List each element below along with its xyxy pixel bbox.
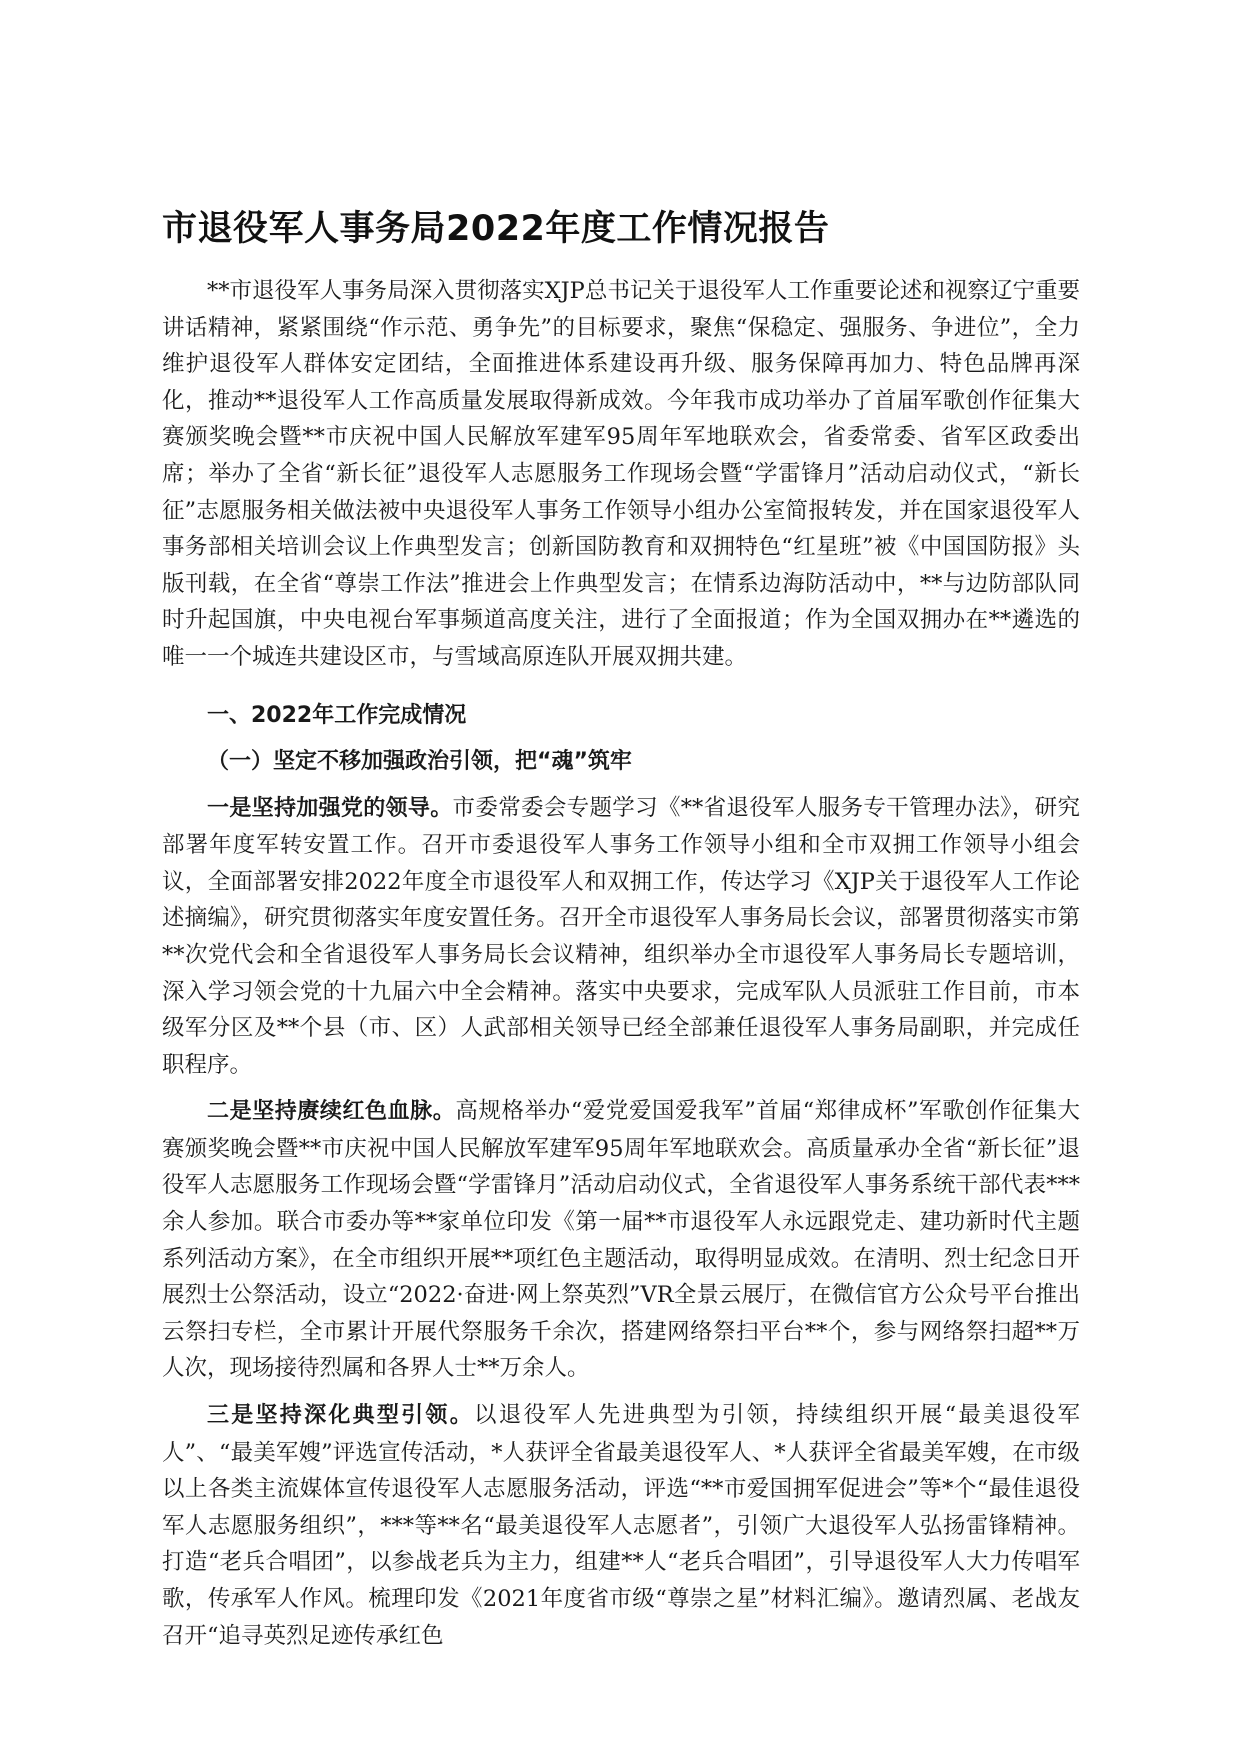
- item-lead-3: 三是坚持深化典型引领。: [207, 1403, 474, 1429]
- intro-paragraph: **市退役军人事务局深入贯彻落实XJP总书记关于退役军人工作重要论述和视察辽宁重要讲话精神，紧紧围绕“作示范、勇争先”的目标要求，聚焦“保稳定、强服务、争进位”，全力维护退役军人群体安定团结，全面推进体系建设再升级、服务保障再加力、特色品牌再深化，推动**退役军人工作高质量发展取得新成效。今年我市成功举办了首届军歌创作征集大赛颁奖晚会暨**市庆祝中国人民解放军建军95周年军地联欢会，省委常委、省军区政委出席；举办了全省“新长征”退役军人志愿服务工作现场会暨“学雷锋月”活动启动仪式，“新长征”志愿服务相关做法被中央退役军人事务工作领导小组办公室简报转发，并在国家退役军人事务部相关培训会议上作典型发言；创新国防教育和双拥特色“红星班”被《中国国防报》头版刊载，在全省“尊崇工作法”推进会上作典型发言；在情系边海防活动中，**与边防部队同时升起国旗，中央电视台军事频道高度关注，进行了全面报道；作为全国双拥办在**遴选的唯一一个城连共建设区市，与雪域高原连队开展双拥共建。: [162, 278, 1080, 670]
- item-lead-1: 一是坚持加强党的领导。: [207, 795, 453, 821]
- item-paragraph-1: [162, 790, 1080, 1084]
- item-paragraph-3: [162, 1397, 1080, 1654]
- document-title: 市退役军人事务局2022年度工作情况报告: [162, 209, 830, 249]
- item-text-2: 高规格举办“爱党爱国爱我军”首届“郑律成杯”军歌创作征集大赛颁奖晚会暨**市庆祝中国人民解放军建军95周年军地联欢会。高质量承办全省“新长征”退役军人志愿服务工作现场会暨“学雷锋月”活动启动仪式，全省退役军人事务系统干部代表***余人参加。联合市委办等**家单位印发《第一届**市退役军人永远跟党走、建功新时代主题系列活动方案》，在全市组织开展**项红色主题活动，取得明显成效。在清明、烈士纪念日开展烈士公祭活动，设立“2022·奋进·网上祭英烈”VR全景云展厅，在微信官方公众号平台推出云祭扫专栏，全市累计开展代祭服务千余次，搭建网络祭扫平台**个，参与网络祭扫超**万人次，现场接待烈属和各界人士**万余人。: [162, 1098, 1080, 1382]
- item-text-3: 以退役军人先进典型为引领，持续组织开展“最美退役军人”、“最美军嫂”评选宣传活动，*人获评全省最美退役军人、*人获评全省最美军嫂，在市级以上各类主流媒体宣传退役军人志愿服务活动，评选“**市爱国拥军促进会”等*个“最佳退役军人志愿服务组织”，***等**名“最美退役军人志愿者”，引领广大退役军人弘扬雷锋精神。打造“老兵合唱团”，以参战老兵为主力，组建**人“老兵合唱团”，引导退役军人大力传唱军歌，传承军人作风。梳理印发《2021年度省市级“尊崇之星”材料汇编》。邀请烈属、老战友召开“追寻英烈足迹传承红色: [162, 1402, 1080, 1649]
- item-lead-2: 二是坚持赓续红色血脉。: [207, 1099, 456, 1125]
- item-text-1: 市委常委会专题学习《**省退役军人服务专干管理办法》，研究部署年度军转安置工作。召开市委退役军人事务工作领导小组和全市双拥工作领导小组会议，全面部署安排2022年度全市退役军人和双拥工作，传达学习《XJP关于退役军人工作论述摘编》，研究贯彻落实年度安置任务。召开全市退役军人事务局长会议，部署贯彻落实市第**次党代会和全省退役军人事务局长会议精神，组织举办全市退役军人事务局长专题培训，深入学习领会党的十九届六中全会精神。落实中央要求，完成军队人员派驻工作目前，市本级军分区及**个县（市、区）人武部相关领导已经全部兼任退役军人事务局副职，并完成任职程序。: [162, 794, 1080, 1078]
- document-page: [162, 205, 1080, 1654]
- item-paragraph-2: [162, 1093, 1080, 1387]
- subsection-heading: （一）坚定不移加强政治引领，把“魂”筑牢: [207, 748, 632, 774]
- section-heading: 一、2022年工作完成情况: [207, 702, 467, 728]
